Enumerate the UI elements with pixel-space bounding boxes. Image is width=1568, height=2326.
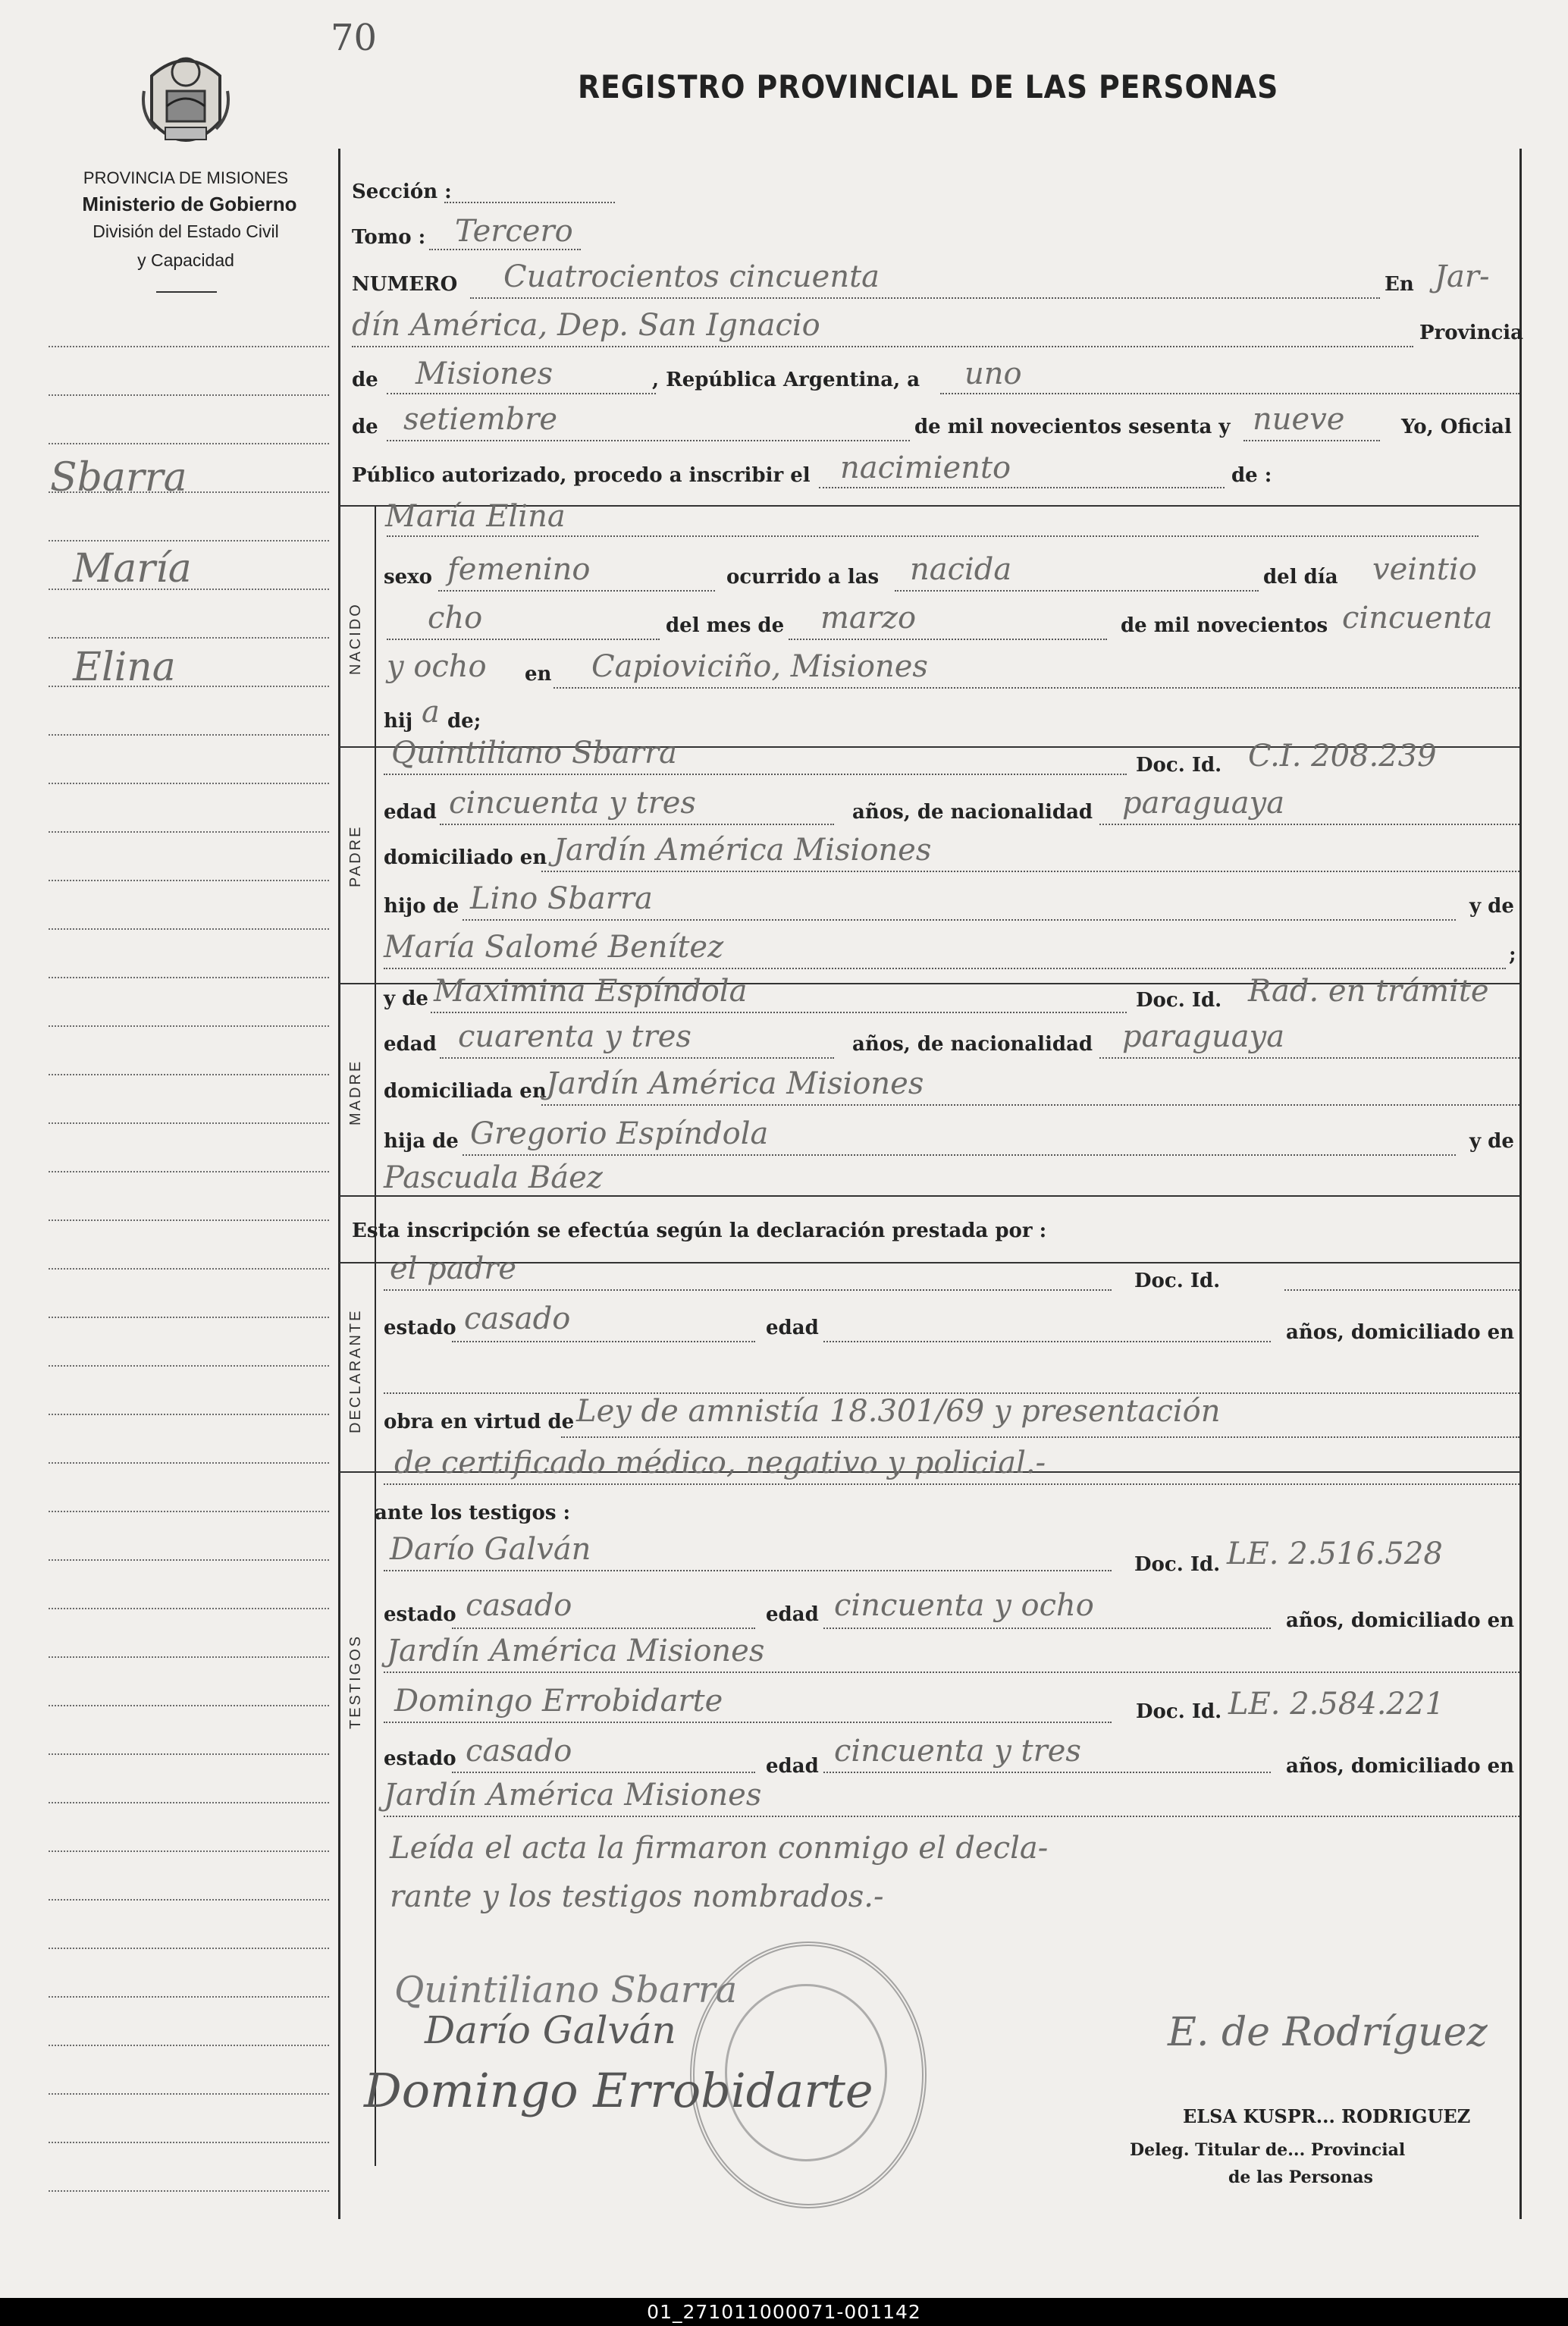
t2-estado-label: estado bbox=[384, 1747, 456, 1770]
mes-nac-value: marzo bbox=[820, 601, 917, 636]
t2-anos-label: años, domiciliado en bbox=[1286, 1755, 1515, 1778]
de-mil-label: de mil novecientos sesenta y bbox=[914, 416, 1231, 438]
madre-nac-label: años, de nacionalidad bbox=[852, 1033, 1093, 1056]
obra-label: obra en virtud de bbox=[384, 1411, 575, 1433]
ocurrido-label: ocurrido a las bbox=[726, 566, 880, 589]
official-title-1: Deleg. Titular de... Provincial bbox=[1130, 2140, 1406, 2160]
t1-nombre-value: Darío Galván bbox=[390, 1532, 591, 1567]
padre-padre-value: Lino Sbarra bbox=[470, 881, 653, 916]
provincia-value: Misiones bbox=[416, 356, 554, 391]
dia-value: uno bbox=[964, 356, 1022, 391]
provincia-label: Provincia bbox=[1419, 322, 1524, 344]
hij-suffix-value: a bbox=[422, 695, 440, 730]
anio-nac-value-2: y ocho bbox=[387, 649, 487, 684]
margin-rule-line bbox=[49, 880, 329, 881]
image-caption: 01_271011000071-001142 bbox=[0, 2298, 1568, 2326]
republica-label: , República Argentina, a bbox=[652, 369, 920, 391]
signature-1: Quintiliano Sbarra bbox=[394, 1969, 738, 2011]
province-label: PROVINCIA DE MISIONES bbox=[83, 168, 289, 187]
madre-madre-value: Pascuala Báez bbox=[384, 1160, 603, 1195]
margin-rule-line bbox=[49, 1608, 329, 1609]
margin-rule-line bbox=[49, 637, 329, 639]
de-mil-2-label: de mil novecientos bbox=[1121, 614, 1328, 637]
hija-de-label: hija de bbox=[384, 1130, 459, 1153]
madre-doc-value: Rad. en trámite bbox=[1248, 974, 1489, 1009]
dia-nac-value-2: cho bbox=[428, 601, 483, 636]
madre-y-de-label: y de bbox=[384, 987, 428, 1010]
obra-value-2: de certificado médico, negativo y policial.- bbox=[394, 1446, 1046, 1480]
numero-label: NUMERO bbox=[352, 273, 458, 296]
en-label: En bbox=[1385, 273, 1414, 296]
margin-rule-line bbox=[49, 2142, 329, 2143]
margin-name-2: Elina bbox=[73, 645, 176, 690]
margin-rule-line bbox=[49, 1656, 329, 1658]
de-colon-label: de : bbox=[1231, 464, 1272, 487]
sexo-value: femenino bbox=[447, 552, 591, 587]
en-2-label: en bbox=[525, 663, 552, 686]
padre-madre-value: María Salomé Benítez bbox=[384, 930, 724, 965]
madre-edad-value: cuarenta y tres bbox=[458, 1019, 691, 1054]
padre-doc-value: C.I. 208.239 bbox=[1248, 739, 1437, 774]
t1-edad-value: cincuenta y ocho bbox=[834, 1588, 1094, 1623]
margin-rule-line bbox=[49, 1559, 329, 1561]
margin-rule-line bbox=[49, 540, 329, 541]
section-testigos: TESTIGOS bbox=[347, 1634, 364, 1729]
margin-rule-line bbox=[49, 1511, 329, 1512]
madre-dom-label: domiciliada en bbox=[384, 1080, 547, 1103]
madre-nombre-value: Maximina Espíndola bbox=[434, 974, 748, 1009]
signature-4: E. de Rodríguez bbox=[1168, 2010, 1488, 2055]
padre-dom-value: Jardín América Misiones bbox=[554, 833, 932, 868]
margin-rule-line bbox=[49, 1317, 329, 1318]
madre-nac-value: paraguaya bbox=[1122, 1019, 1285, 1054]
de-label: de bbox=[352, 369, 378, 391]
semicolon-mark: ; bbox=[1509, 943, 1516, 966]
margin-rule-line bbox=[49, 394, 329, 396]
madre-padre-value: Gregorio Espíndola bbox=[470, 1116, 769, 1151]
t1-estado-value: casado bbox=[466, 1588, 572, 1623]
margin-rule-line bbox=[49, 1996, 329, 1998]
t1-estado-label: estado bbox=[384, 1603, 456, 1626]
margin-rule-line bbox=[49, 346, 329, 347]
official-name: ELSA KUSPR... RODRIGUEZ bbox=[1183, 2105, 1471, 2127]
margin-rule-line bbox=[49, 1462, 329, 1464]
margin-rule-line bbox=[49, 977, 329, 978]
margin-rule-line bbox=[49, 1220, 329, 1221]
anio-value: nueve bbox=[1253, 402, 1345, 437]
madre-edad-label: edad bbox=[384, 1033, 437, 1056]
t2-doc-value: LE. 2.584.221 bbox=[1228, 1687, 1444, 1722]
decl-estado-label: estado bbox=[384, 1317, 456, 1339]
margin-rule-line bbox=[49, 1802, 329, 1803]
inscripcion-label: Esta inscripción se efectúa según la declaración prestada por : bbox=[352, 1220, 1047, 1242]
padre-edad-value: cincuenta y tres bbox=[449, 786, 696, 821]
en-value-1: Jar- bbox=[1435, 259, 1490, 294]
margin-rule-line bbox=[49, 1705, 329, 1706]
anio-nac-value-1: cincuenta bbox=[1342, 601, 1493, 636]
decl-estado-value: casado bbox=[464, 1301, 571, 1336]
margin-rule-line bbox=[49, 928, 329, 930]
mes-value: setiembre bbox=[403, 402, 558, 437]
decl-edad-label: edad bbox=[766, 1317, 819, 1339]
ante-testigos-label: ante los testigos : bbox=[375, 1502, 571, 1524]
hijo-de-label: hijo de bbox=[384, 895, 459, 918]
t1-doc-value: LE. 2.516.528 bbox=[1227, 1537, 1443, 1571]
yo-oficial-label: Yo, Oficial bbox=[1401, 416, 1512, 438]
publico-label: Público autorizado, procedo a inscribir el bbox=[352, 464, 811, 487]
hora-value: nacida bbox=[910, 552, 1012, 587]
tomo-label: Tomo : bbox=[352, 226, 426, 249]
margin-rule-line bbox=[49, 783, 329, 784]
margin-rule-line bbox=[49, 1171, 329, 1172]
page-number: 70 bbox=[331, 17, 378, 59]
acto-value: nacimiento bbox=[840, 450, 1011, 485]
padre-doc-label: Doc. Id. bbox=[1136, 754, 1222, 777]
hij-label: hij bbox=[384, 710, 413, 733]
margin-rule-line bbox=[49, 1850, 329, 1852]
nombre-value: María Elina bbox=[385, 499, 566, 534]
margin-rule-line bbox=[49, 2093, 329, 2095]
t2-edad-label: edad bbox=[766, 1755, 819, 1778]
padre-nombre-value: Quintiliano Sbarra bbox=[391, 736, 677, 771]
margin-rule-line bbox=[49, 2190, 329, 2192]
margin-rule-line bbox=[49, 1414, 329, 1415]
margin-rule-line bbox=[49, 1899, 329, 1901]
padre-nac-value: paraguaya bbox=[1122, 786, 1285, 821]
obra-value-1: Ley de amnistía 18.301/69 y presentación bbox=[576, 1394, 1221, 1429]
dia-nac-value-1: veintio bbox=[1372, 552, 1477, 587]
sexo-label: sexo bbox=[384, 566, 433, 589]
section-madre: MADRE bbox=[347, 1059, 364, 1125]
padre-edad-label: edad bbox=[384, 801, 437, 824]
t1-anos-label: años, domiciliado en bbox=[1286, 1609, 1515, 1632]
official-title-2: de las Personas bbox=[1228, 2167, 1373, 2187]
division-label-2: y Capacidad bbox=[137, 250, 234, 270]
de-semicolon-label: de; bbox=[447, 710, 481, 733]
madre-dom-value: Jardín América Misiones bbox=[546, 1066, 924, 1101]
t2-dom-value: Jardín América Misiones bbox=[384, 1778, 762, 1813]
decl-doc-label: Doc. Id. bbox=[1134, 1270, 1221, 1292]
padre-y-de-label: y de bbox=[1469, 895, 1514, 918]
t1-doc-label: Doc. Id. bbox=[1134, 1553, 1221, 1576]
padre-nac-label: años, de nacionalidad bbox=[852, 801, 1093, 824]
section-padre: PADRE bbox=[347, 824, 364, 887]
t1-edad-label: edad bbox=[766, 1603, 819, 1626]
margin-rule-line bbox=[49, 831, 329, 833]
cierre-value-1: Leída el acta la firmaron conmigo el decla- bbox=[390, 1831, 1049, 1866]
margin-surname: Sbarra bbox=[50, 455, 187, 501]
lugar-nac-value: Capioviciño, Misiones bbox=[591, 649, 928, 684]
t2-nombre-value: Domingo Errobidarte bbox=[394, 1684, 723, 1719]
margin-name-1: María bbox=[73, 546, 192, 592]
margin-rule-line bbox=[49, 734, 329, 736]
section-declarante: DECLARANTE bbox=[347, 1308, 364, 1433]
t1-dom-value: Jardín América Misiones bbox=[387, 1634, 765, 1668]
margin-rule-line bbox=[49, 1122, 329, 1124]
en-value-2: dín América, Dep. San Ignacio bbox=[352, 308, 820, 343]
cierre-value-2: rante y los testigos nombrados.- bbox=[390, 1879, 884, 1914]
de-label-2: de bbox=[352, 416, 378, 438]
signature-2: Darío Galván bbox=[425, 2008, 676, 2052]
division-label: División del Estado Civil bbox=[93, 221, 279, 241]
document-title: REGISTRO PROVINCIAL DE LAS PERSONAS bbox=[578, 68, 1279, 105]
padre-dom-label: domiciliado en bbox=[384, 846, 547, 869]
signature-3: Domingo Errobidarte bbox=[364, 2063, 873, 2118]
coat-of-arms-icon bbox=[136, 46, 235, 159]
ministry-label: Ministerio de Gobierno bbox=[82, 193, 297, 215]
margin-rule-line bbox=[49, 1268, 329, 1270]
numero-value: Cuatrocientos cincuenta bbox=[503, 259, 880, 294]
t2-estado-value: casado bbox=[466, 1734, 572, 1769]
margin-rule-line bbox=[49, 1025, 329, 1027]
margin-rule-line bbox=[49, 1753, 329, 1755]
decl-anos-label: años, domiciliado en bbox=[1286, 1321, 1515, 1344]
tomo-value: Tercero bbox=[455, 214, 573, 249]
del-mes-label: del mes de bbox=[666, 614, 785, 637]
t2-doc-label: Doc. Id. bbox=[1136, 1700, 1222, 1723]
del-dia-label: del día bbox=[1263, 566, 1338, 589]
t2-edad-value: cincuenta y tres bbox=[834, 1734, 1081, 1769]
declarante-value: el padre bbox=[390, 1251, 517, 1286]
margin-rule-line bbox=[49, 443, 329, 444]
madre-y-de-label-2: y de bbox=[1469, 1130, 1514, 1153]
margin-rule-line bbox=[49, 1365, 329, 1367]
margin-rule-line bbox=[49, 2045, 329, 2046]
section-nacido: NACIDO bbox=[347, 602, 364, 675]
margin-rule-line bbox=[49, 1948, 329, 1949]
madre-doc-label: Doc. Id. bbox=[1136, 989, 1222, 1012]
seccion-label: Sección : bbox=[352, 180, 452, 203]
margin-rule-line bbox=[49, 1074, 329, 1075]
